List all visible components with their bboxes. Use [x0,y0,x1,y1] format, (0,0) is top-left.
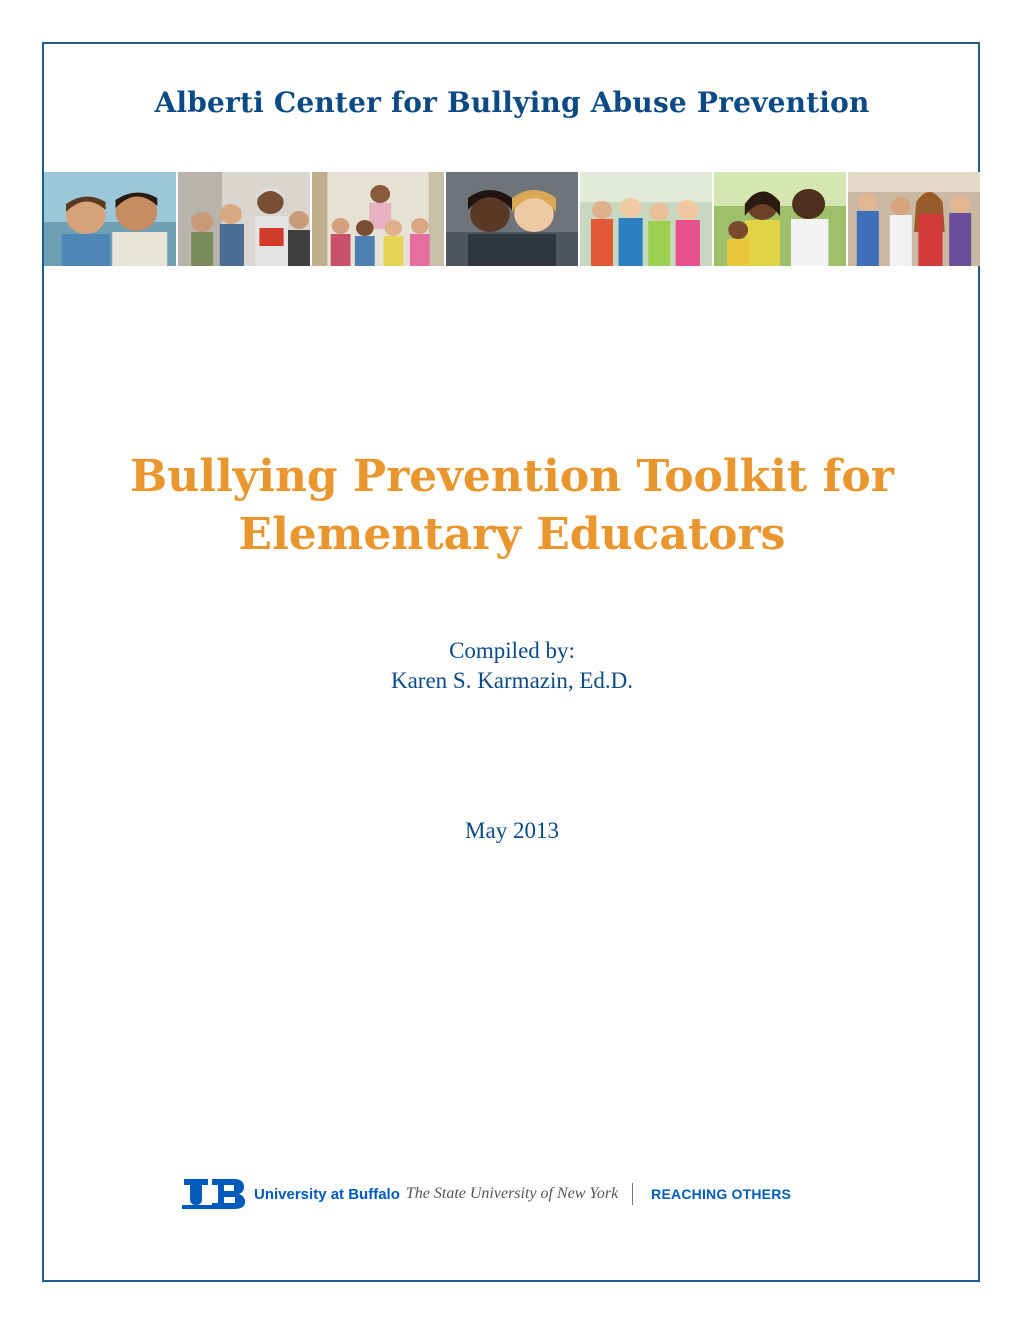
students-hallway-photo [848,172,980,266]
children-group-photo [580,172,712,266]
family-outdoors-photo [714,172,846,266]
school-hallway-children-photo [312,172,444,266]
two-smiling-girls-photo [446,172,578,266]
credits [0,636,1024,696]
title-line-2: Elementary Educators [238,509,786,560]
footer [182,1176,791,1212]
suny-label: The State University of New York [405,1185,619,1202]
photo-strip [44,172,980,266]
title-line-1: Bullying Prevention Toolkit for [130,451,894,502]
father-and-son-photo [44,172,176,266]
publication-date: May 2013 [465,818,559,843]
organization-title: Alberti Center for Bullying Abuse Prevention [154,86,870,119]
author-name: Karen S. Karmazin, Ed.D. [390,668,634,693]
university-name: University at Buffalo [254,1185,400,1203]
tagline: REACHING OTHERS [651,1186,792,1202]
footer-divider [632,1183,633,1205]
teacher-and-students-photo [178,172,310,266]
compiled-by-label: Compiled by: [449,638,575,663]
document-title [0,448,1024,564]
ub-logo-icon [182,1177,246,1211]
